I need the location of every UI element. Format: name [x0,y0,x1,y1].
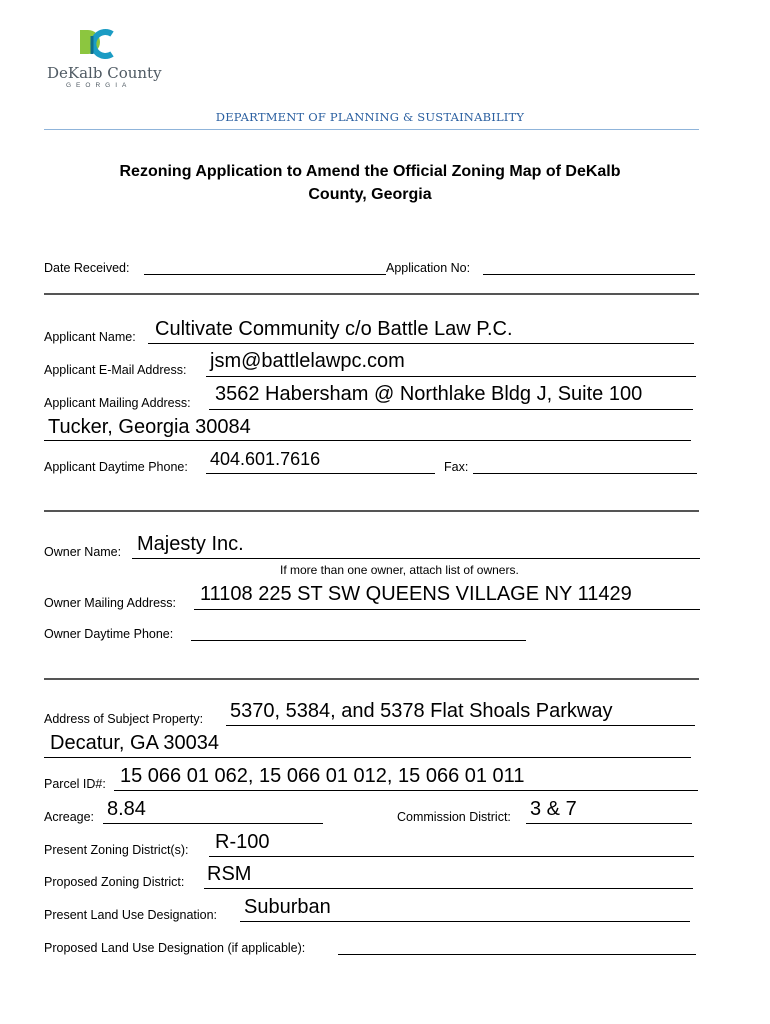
proposed-zoning-value: RSM [207,863,252,885]
owner-phone-field[interactable] [191,640,526,641]
header-divider [44,129,699,130]
property-address-field[interactable] [226,725,695,726]
owner-mailing-field[interactable] [194,609,700,610]
applicant-email-field[interactable] [206,376,696,377]
proposed-zoning-label: Proposed Zoning District: [44,875,185,889]
section-divider [44,678,699,680]
acreage-value: 8.84 [107,798,146,820]
logo-state-name: GEORGIA [66,82,132,89]
property-address-value-line1: 5370, 5384, and 5378 Flat Shoals Parkway [230,700,613,722]
commission-district-value: 3 & 7 [530,798,577,820]
applicant-mailing-value-line2: Tucker, Georgia 30084 [48,416,251,438]
owner-mailing-value: 11108 225 ST SW QUEENS VILLAGE NY 11429 [200,583,632,605]
section-divider [44,293,699,295]
form-title-line2: County, Georgia [308,186,432,203]
applicant-mailing-value-line1: 3562 Habersham @ Northlake Bldg J, Suite 100 [215,383,643,405]
section-divider [44,510,699,512]
applicant-name-field[interactable] [148,343,694,344]
acreage-label: Acreage: [44,810,95,824]
dekalb-logo-icon [78,28,114,60]
applicant-name-value: Cultivate Community c/o Battle Law P.C. [155,318,513,340]
property-address-value-line2: Decatur, GA 30034 [50,732,220,754]
multi-owner-note: If more than one owner, attach list of owners. [280,563,519,577]
applicant-email-label: Applicant E-Mail Address: [44,363,187,377]
applicant-name-label: Applicant Name: [44,330,136,344]
owner-name-value: Majesty Inc. [137,533,244,555]
present-zoning-field[interactable] [209,856,694,857]
present-land-use-label: Present Land Use Designation: [44,908,218,922]
proposed-land-use-label: Proposed Land Use Designation (if applicable): [44,941,306,955]
applicant-email-value: jsm@battlelawpc.com [210,350,405,372]
parcel-id-value: 15 066 01 062, 15 066 01 012, 15 066 01 011 [120,765,525,787]
property-address-field-line2[interactable] [44,757,691,758]
fax-field[interactable] [473,473,697,474]
present-land-use-field[interactable] [240,921,690,922]
owner-name-label: Owner Name: [44,545,122,559]
applicant-phone-field[interactable] [206,473,435,474]
fax-label: Fax: [444,460,469,474]
logo-county-name: DeKalb County [47,64,162,82]
owner-phone-label: Owner Daytime Phone: [44,627,174,641]
applicant-mailing-field[interactable] [209,409,693,410]
parcel-id-field[interactable] [114,790,698,791]
present-zoning-value: R-100 [215,831,270,853]
application-no-field[interactable] [483,274,695,275]
property-address-label: Address of Subject Property: [44,712,204,726]
owner-name-field[interactable] [132,558,700,559]
application-no-label: Application No: [386,261,471,275]
applicant-phone-label: Applicant Daytime Phone: [44,460,188,474]
parcel-id-label: Parcel ID#: [44,777,106,791]
applicant-phone-value: 404.601.7616 [210,449,321,469]
proposed-land-use-field[interactable] [338,954,696,955]
acreage-field[interactable] [103,823,323,824]
proposed-zoning-field[interactable] [204,888,693,889]
department-heading: DEPARTMENT OF PLANNING & SUSTAINABILITY [215,110,525,124]
form-title [100,160,640,206]
owner-mailing-label: Owner Mailing Address: [44,596,177,610]
present-zoning-label: Present Zoning District(s): [44,843,189,857]
present-land-use-value: Suburban [244,896,331,918]
applicant-mailing-field-line2[interactable] [44,440,691,441]
commission-district-field[interactable] [526,823,692,824]
commission-district-label: Commission District: [397,810,511,824]
date-received-label: Date Received: [44,261,130,275]
applicant-mailing-label: Applicant Mailing Address: [44,396,191,410]
date-received-field[interactable] [144,274,386,275]
form-title-line1: Rezoning Application to Amend the Official Zoning Map of DeKalb [119,163,621,180]
